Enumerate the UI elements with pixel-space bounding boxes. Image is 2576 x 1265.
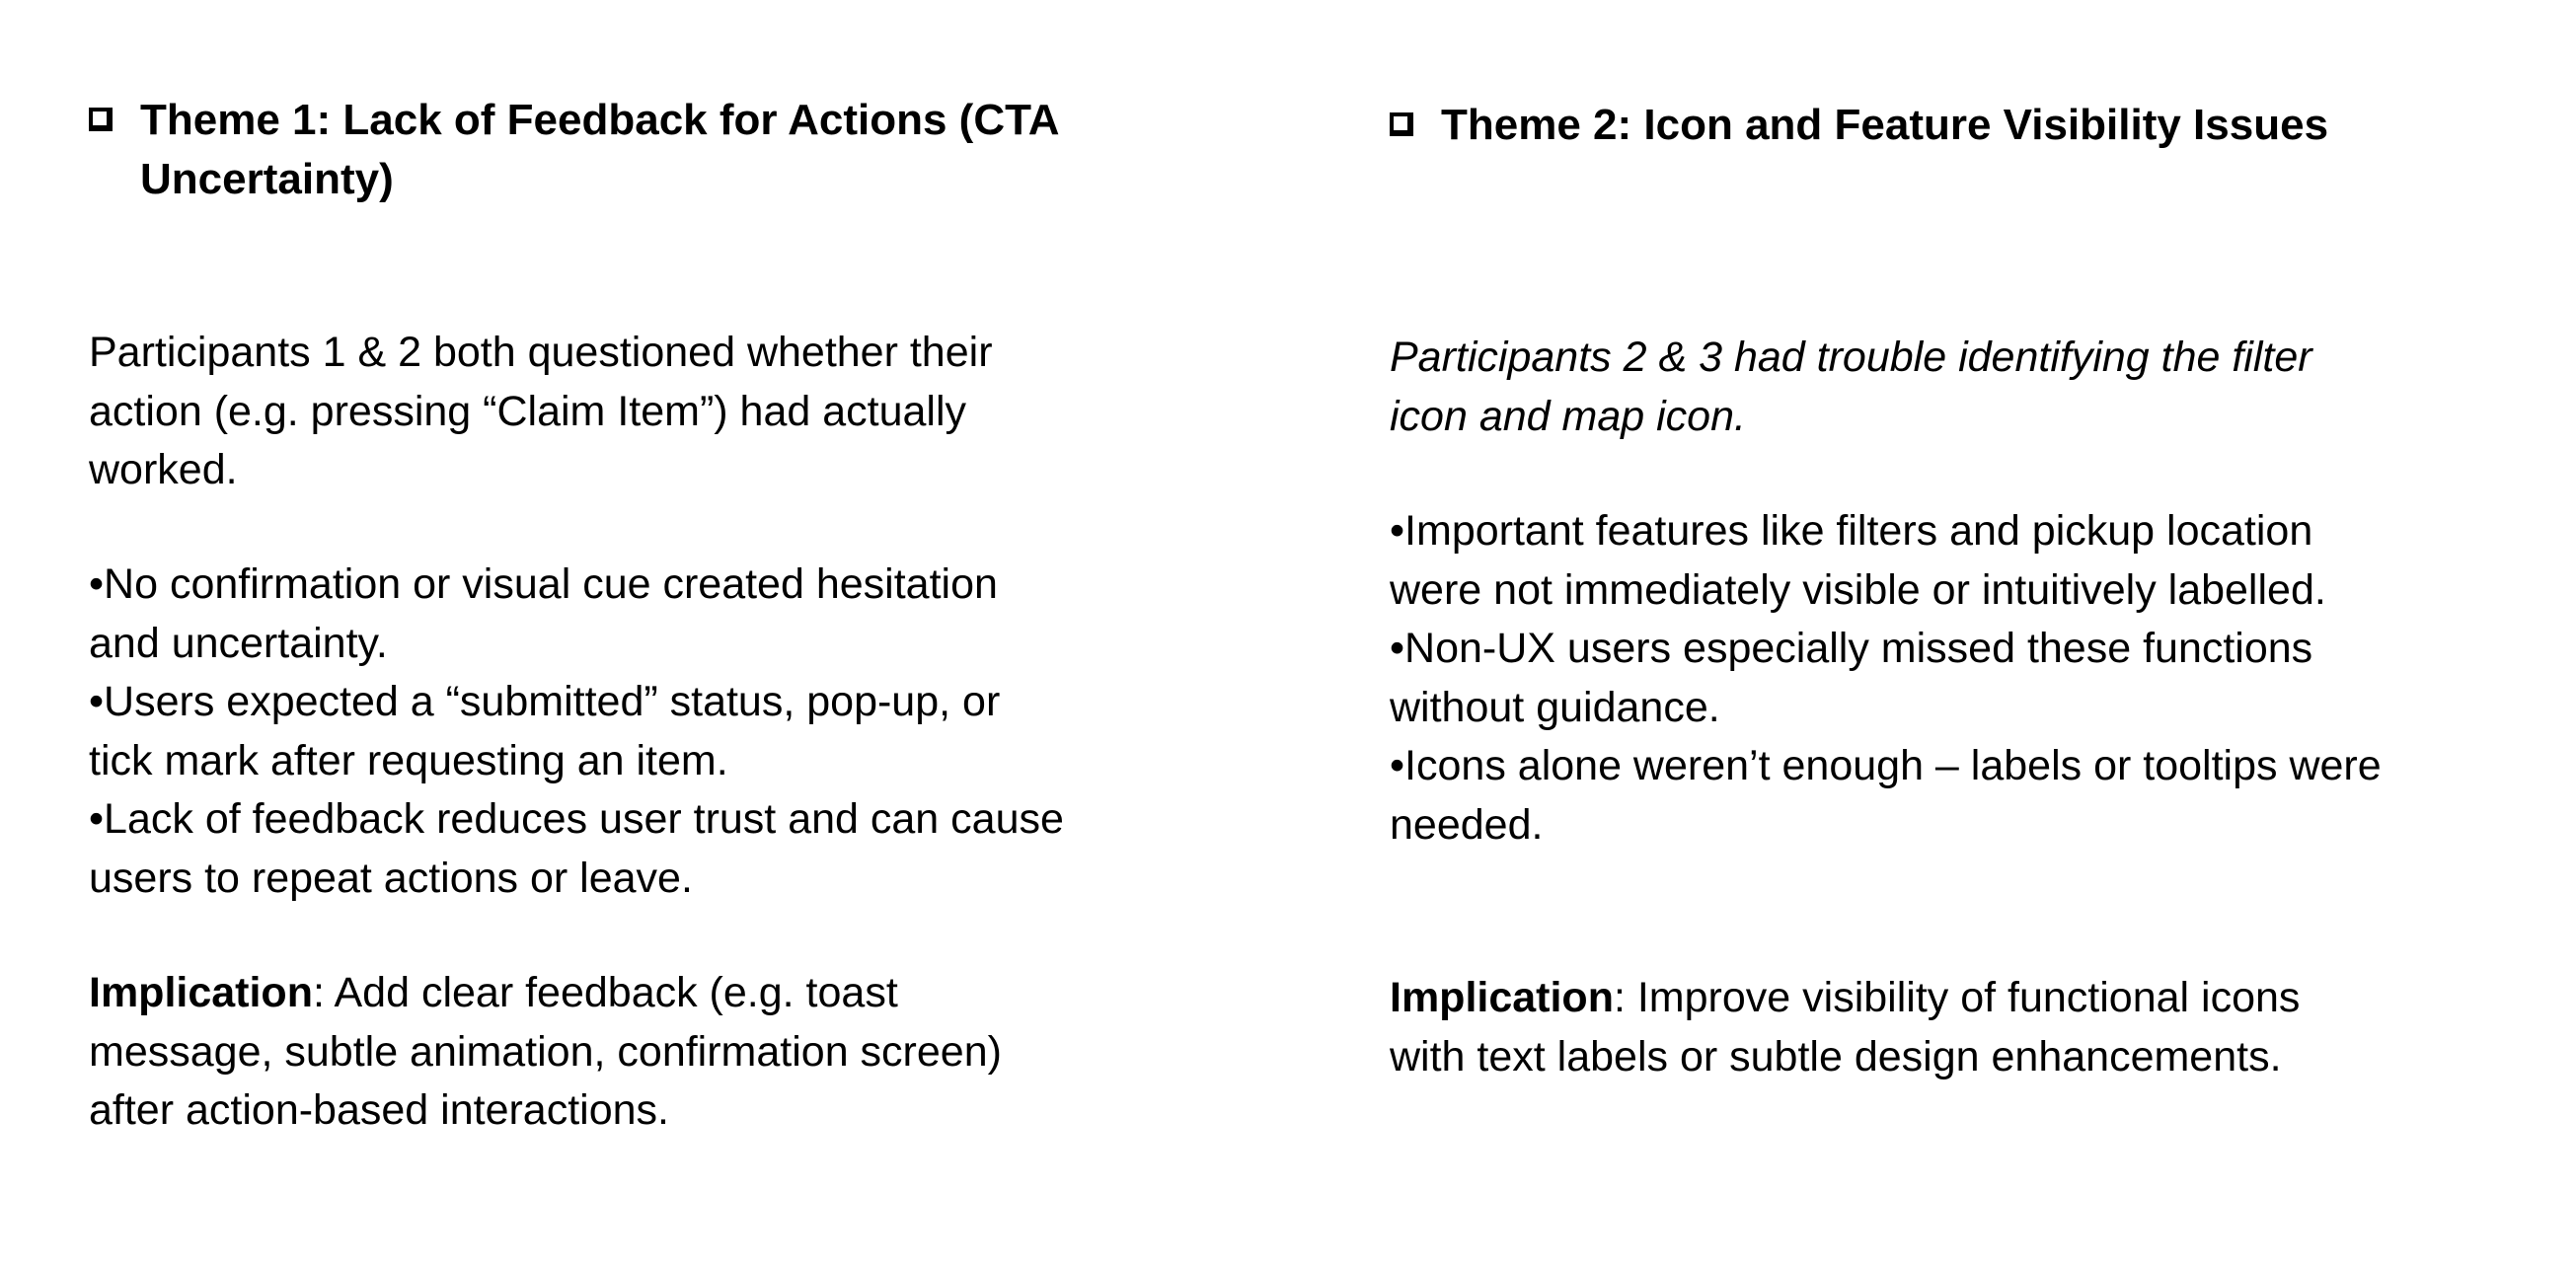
checkbox-bullet-icon: [89, 108, 113, 131]
theme-2-title: Theme 2: Icon and Feature Visibility Issues: [1441, 101, 2329, 149]
theme-2-heading: [1390, 96, 2328, 155]
checkbox-bullet-icon: [1390, 112, 1413, 136]
theme-1-intro: Participants 1 & 2 both questioned whether their action (e.g. pressing “Claim Item”) had actually worked.: [89, 329, 993, 493]
theme-2-implication: [1390, 969, 2300, 1086]
implication-text: : Add clear feedback (e.g. toast message, subtle animation, confirmation screen) after action-based interactions.: [89, 969, 1002, 1134]
theme-1-heading: [89, 91, 1060, 209]
theme-2-bullets: •Important features like filters and pickup location were not immediately visible or intuitively labelled. •Non-UX users especially missed these functions without guidance. •Icons alone weren’t enough – labels or tooltips were needed.: [1390, 507, 2382, 849]
implication-label: Implication: [89, 969, 313, 1016]
implication-label: Implication: [1390, 974, 1614, 1021]
theme-1-title: Theme 1: Lack of Feedback for Actions (CTA Uncertainty): [140, 96, 1060, 203]
theme-1-implication: [89, 964, 1002, 1141]
theme-2-intro: Participants 2 & 3 had trouble identifying the filter icon and map icon.: [1390, 334, 2312, 440]
implication-text: : Improve visibility of functional icons with text labels or subtle design enhancements.: [1390, 974, 2301, 1080]
theme-1-bullets: •No confirmation or visual cue created hesitation and uncertainty. •Users expected a “submitted” status, pop-up, or tick mark after requesting an item. •Lack of feedback reduces user trust and can cause users to repeat actions or leave.: [89, 560, 1064, 902]
